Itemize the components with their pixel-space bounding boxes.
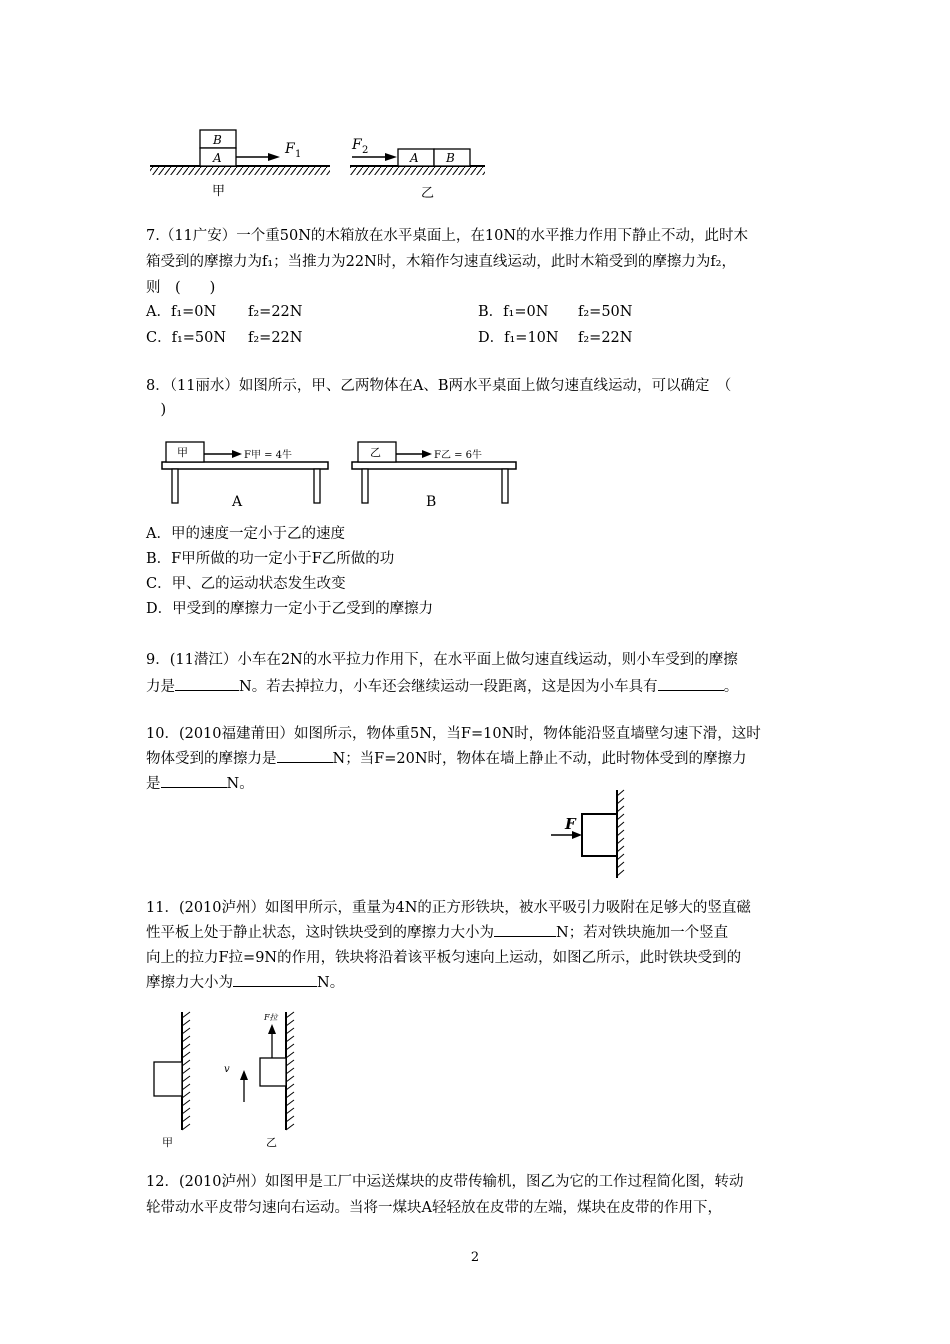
table-b: [352, 442, 516, 510]
q9-line2: [146, 676, 738, 697]
ground-hatch: [150, 167, 330, 175]
wall-hatch: [286, 1012, 294, 1130]
q10-blank-1[interactable]: [277, 748, 333, 763]
pull-force-label: F拉: [264, 1013, 278, 1022]
force-label: F: [565, 815, 576, 833]
force-label: F: [352, 137, 362, 153]
force-label: F乙 = 6牛: [434, 450, 483, 461]
caption-yi: 乙: [266, 1136, 277, 1149]
pull-force-arrowhead: [268, 1024, 276, 1034]
velocity-arrowhead: [240, 1070, 248, 1080]
q7-option-a-label: A．f₁=0N: [146, 304, 217, 320]
iron-block: [260, 1058, 286, 1086]
block-b-label: B: [446, 151, 455, 165]
q9-blank-2[interactable]: [658, 676, 724, 691]
table-a: [162, 442, 328, 510]
q7-line1: 7.（11广安）一个重50N的木箱放在水平桌面上，在10N的水平推力作用下静止不动，此时木: [146, 228, 749, 244]
q7-option-c-label: C．f₁=50N: [146, 330, 227, 346]
q7-option-a-value: f₂=22N: [248, 304, 303, 320]
tabletop: [352, 462, 516, 469]
q8-option-d: D．甲受到的摩擦力一定小于乙受到的摩擦力: [146, 601, 434, 617]
force-arrowhead: [422, 450, 432, 458]
figure-q11-jia: [154, 1012, 190, 1149]
q11-blank-2[interactable]: [233, 972, 317, 987]
block-b-label: B: [213, 133, 222, 147]
q10-line3: [146, 773, 254, 794]
q10-text-b: N；当F=20N时，物体在墙上静止不动，此时物体受到的摩擦力: [332, 751, 747, 767]
wall-hatch: [182, 1012, 190, 1130]
q10-text-c: 是: [146, 776, 161, 792]
velocity-label: v: [224, 1064, 230, 1075]
caption-b: B: [426, 494, 437, 510]
force-sub: 2: [362, 145, 369, 156]
force-arrowhead: [385, 153, 397, 161]
caption-a: A: [232, 494, 243, 510]
force-arrowhead: [268, 153, 280, 161]
q11-line1: 11．(2010泸州）如图甲所示，重量为4N的正方形铁块，被水平吸引力吸附在足够大的竖直磁: [146, 900, 751, 916]
q8-option-b: B．F甲所做的功一定小于F乙所做的功: [146, 551, 395, 567]
q8-option-a: A．甲的速度一定小于乙的速度: [146, 526, 345, 542]
q11-text-b: N；若对铁块施加一个竖直: [556, 925, 729, 941]
q8-option-c: C．甲、乙的运动状态发生改变: [146, 576, 346, 592]
figure-q11: [140, 1004, 320, 1154]
caption-jia: 甲: [212, 184, 226, 199]
figure-q8: [160, 438, 530, 514]
q10-text-d: N。: [226, 776, 254, 792]
q9-text-b: N。若去掉拉力，小车还会继续运动一段距离，这是因为小车具有: [239, 679, 658, 695]
q10-line1: 10．(2010福建莆田）如图所示，物体重5N，当F=10N时，物体能沿竖直墙壁匀速下滑，这时: [146, 726, 761, 742]
ground-hatch: [350, 167, 485, 175]
block-a-label: A: [410, 151, 419, 165]
q8-line2: ): [146, 402, 167, 418]
q11-text-c: 摩擦力大小为: [146, 975, 233, 991]
q7-option-d-label: D．f₁=10N: [478, 330, 559, 346]
q11-line3: 向上的拉力F拉=9N的作用，铁块将沿着该平板匀速向上运动，如图乙所示，此时铁块受到的: [146, 950, 742, 966]
q9-line1: 9．(11潜江）小车在2N的水平拉力作用下，在水平面上做匀速直线运动，则小车受到的摩擦: [146, 652, 738, 668]
q9-text-a: 力是: [146, 679, 175, 695]
iron-block: [154, 1062, 182, 1096]
table-leg: [172, 469, 178, 503]
q9-text-c: 。: [723, 679, 739, 695]
q7-line2: 箱受到的摩擦力为f₁；当推力为22N时，木箱作匀速直线运动，此时木箱受到的摩擦力为f₂，: [146, 254, 736, 270]
table-leg: [362, 469, 368, 503]
wall-hatch: [617, 790, 624, 876]
block-a-label: A: [213, 151, 222, 165]
q7-option-b-value: f₂=50N: [578, 304, 633, 320]
figure-q10: [545, 786, 635, 882]
q9-blank-1[interactable]: [175, 676, 239, 691]
q7-line3: 则 ( ): [146, 280, 216, 296]
q12-line2: 轮带动水平皮带匀速向右运动。当将一煤块A轻轻放在皮带的左端，煤块在皮带的作用下，: [146, 1200, 722, 1216]
block-yi-label: 乙: [370, 446, 381, 459]
caption-jia: 甲: [162, 1136, 173, 1149]
figure-q11-yi: [224, 1012, 294, 1149]
figure-q6-jia: [150, 130, 330, 199]
q10-text-a: 物体受到的摩擦力是: [146, 751, 277, 767]
q10-line2: [146, 748, 747, 769]
q12-line1: 12．(2010泸州）如图甲是工厂中运送煤块的皮带传输机，图乙为它的工作过程简化图，转动: [146, 1174, 744, 1190]
q7-option-b-label: B．f₁=0N: [478, 304, 549, 320]
q7-option-c-value: f₂=22N: [248, 330, 303, 346]
table-leg: [502, 469, 508, 503]
table-leg: [314, 469, 320, 503]
caption-yi: 乙: [421, 186, 435, 201]
block-jia-label: 甲: [177, 446, 188, 459]
force-label: F甲 = 4牛: [244, 450, 293, 461]
force-sub: 1: [295, 149, 302, 160]
q11-text-a: 性平板上处于静止状态，这时铁块受到的摩擦力大小为: [146, 925, 494, 941]
q11-line2: [146, 922, 728, 943]
tabletop: [162, 462, 328, 469]
figure-q6: [140, 120, 520, 210]
q11-text-d: N。: [317, 975, 345, 991]
force-label: F: [285, 141, 295, 157]
page-number: 2: [470, 1250, 480, 1265]
q10-blank-2[interactable]: [161, 773, 227, 788]
q7-option-d-value: f₂=22N: [578, 330, 633, 346]
q8-line1: 8．（11丽水）如图所示，甲、乙两物体在A、B两水平桌面上做匀速直线运动，可以确定 （: [146, 378, 732, 394]
q11-blank-1[interactable]: [494, 922, 556, 937]
q11-line4: [146, 972, 344, 993]
block: [582, 814, 617, 856]
figure-q6-yi: [350, 137, 485, 201]
force-arrowhead: [232, 450, 242, 458]
